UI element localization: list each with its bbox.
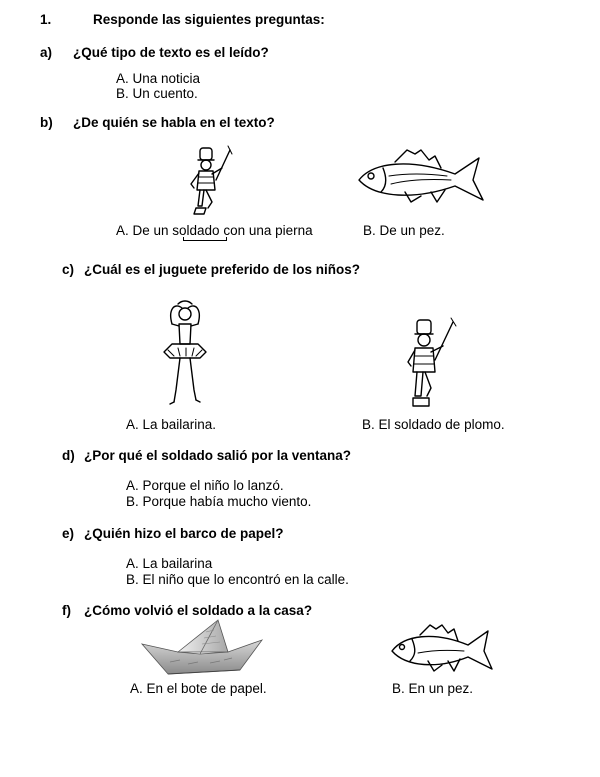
question-b-text: ¿De quién se habla en el texto?	[73, 115, 275, 130]
question-d-text: ¿Por qué el soldado salió por la ventana?	[84, 448, 352, 463]
question-c-option-a: A. La bailarina.	[126, 417, 217, 432]
fish-illustration	[355, 148, 490, 208]
ballerina-illustration	[160, 300, 210, 410]
question-b-option-a: A. De un soldado con una pierna	[116, 223, 313, 238]
question-c-label: c)	[62, 262, 75, 277]
question-b-option-b: B. De un pez.	[363, 223, 445, 238]
question-a-option-a: A. Una noticia	[116, 71, 201, 86]
question-a-option-b: B. Un cuento.	[116, 86, 198, 101]
question-d-option-b: B. Porque había mucho viento.	[126, 494, 312, 509]
question-d-option-a: A. Porque el niño lo lanzó.	[126, 478, 284, 493]
exercise-number: 1.	[40, 12, 52, 27]
question-f-text: ¿Cómo volvió el soldado a la casa?	[84, 603, 313, 618]
question-a-label: a)	[40, 45, 53, 60]
question-e-option-b: B. El niño que lo encontró en la calle.	[126, 572, 349, 587]
exercise-title: Responde las siguientes preguntas:	[93, 12, 325, 27]
question-e-label: e)	[62, 526, 75, 541]
toy-soldier-illustration	[405, 318, 460, 413]
toy-soldier-illustration	[186, 146, 236, 224]
question-f-option-a: A. En el bote de papel.	[130, 681, 267, 696]
fish-illustration	[388, 623, 498, 675]
question-e-text: ¿Quién hizo el barco de papel?	[84, 526, 284, 541]
question-a-text: ¿Qué tipo de texto es el leído?	[73, 45, 269, 60]
underline-mark	[183, 237, 227, 241]
question-c-text: ¿Cuál es el juguete preferido de los niños?	[84, 262, 361, 277]
question-d-label: d)	[62, 448, 75, 463]
question-e-option-a: A. La bailarina	[126, 556, 213, 571]
question-c-option-b: B. El soldado de plomo.	[362, 417, 505, 432]
question-b-label: b)	[40, 115, 53, 130]
question-f-label: f)	[62, 603, 71, 618]
paper-boat-illustration	[140, 618, 265, 680]
question-f-option-b: B. En un pez.	[392, 681, 474, 696]
